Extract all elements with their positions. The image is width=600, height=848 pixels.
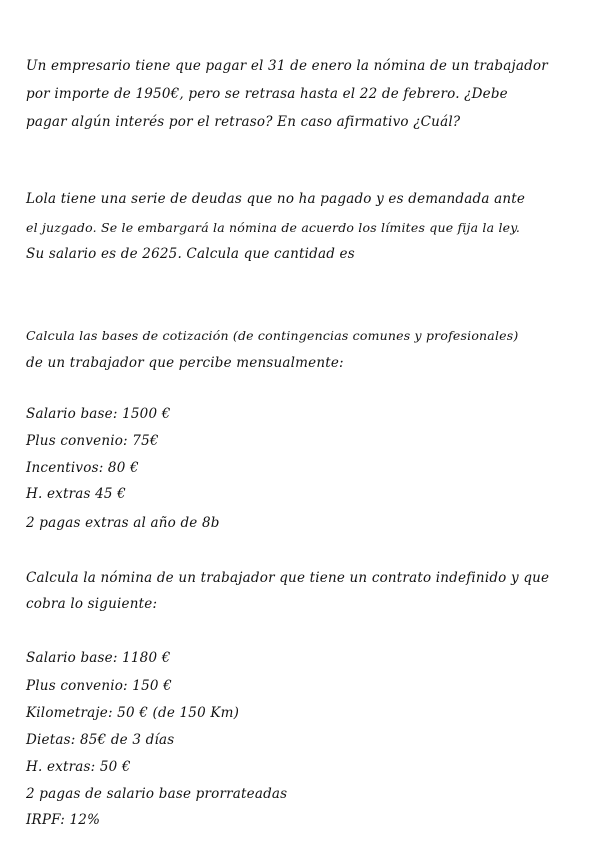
exercise-4-item-7: IRPF: 12% — [26, 812, 101, 828]
exercise-1-line-2: por importe de 1950€, pero se retrasa hasta el 22 de febrero. ¿Debe — [26, 86, 508, 102]
exercise-3-line-2: de un trabajador que percibe mensualmente: — [26, 355, 344, 371]
exercise-4-item-2: Plus convenio: 150 € — [26, 678, 172, 694]
exercise-1-line-1: Un empresario tiene que pagar el 31 de enero la nómina de un trabajador — [26, 58, 548, 74]
exercise-3-line-1: Calcula las bases de cotización (de contingencias comunes y profesionales) — [26, 328, 519, 343]
exercise-1-line-3: pagar algún interés por el retraso? En caso afirmativo ¿Cuál? — [26, 114, 461, 130]
exercise-4-line-1: Calcula la nómina de un trabajador que tiene un contrato indefinido y que — [26, 570, 550, 586]
exercise-2-line-1: Lola tiene una serie de deudas que no ha pagado y es demandada ante — [26, 191, 526, 207]
exercise-2-line-3: Su salario es de 2625. Calcula que cantidad es — [26, 246, 355, 262]
exercise-3-item-4: H. extras 45 € — [26, 486, 126, 502]
exercise-4-item-5: H. extras: 50 € — [26, 759, 131, 775]
exercise-2-line-2: el juzgado. Se le embargará la nómina de acuerdo los límites que fija la ley. — [26, 220, 521, 235]
exercise-4-line-2: cobra lo siguiente: — [26, 596, 158, 612]
exercise-4-item-4: Dietas: 85€ de 3 días — [26, 732, 175, 748]
exercise-4-item-3: Kilometraje: 50 € (de 150 Km) — [26, 705, 240, 721]
exercise-4-item-6: 2 pagas de salario base prorrateadas — [26, 786, 288, 802]
exercise-4-item-1: Salario base: 1180 € — [26, 650, 171, 666]
exercise-3-item-2: Plus convenio: 75€ — [26, 433, 159, 449]
exercise-3-item-1: Salario base: 1500 € — [26, 406, 171, 422]
exercise-3-item-5: 2 pagas extras al año de 8b — [26, 515, 220, 531]
exercise-3-item-3: Incentivos: 80 € — [26, 460, 139, 476]
